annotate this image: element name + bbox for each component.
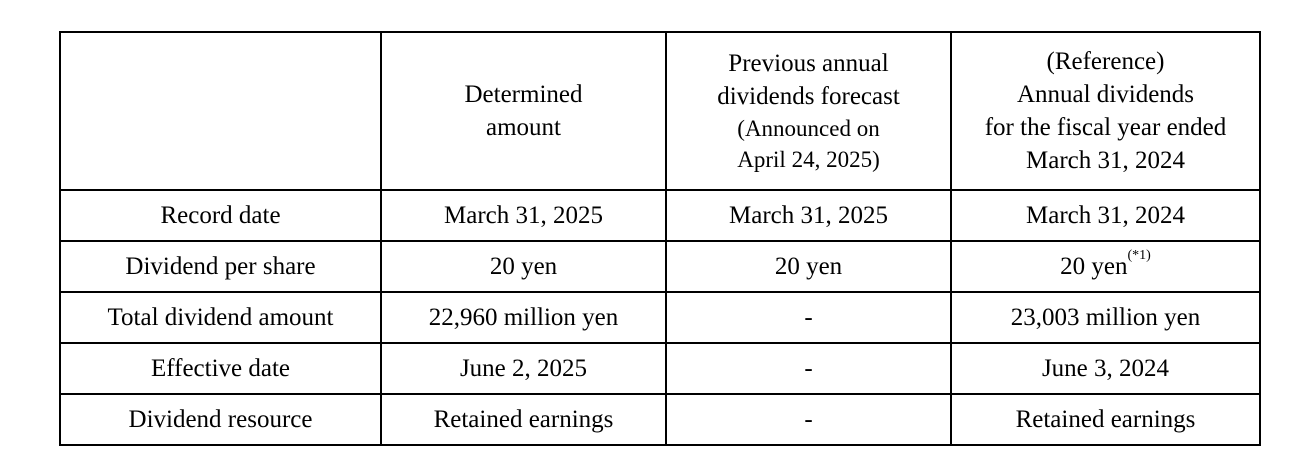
reference-value-text: March 31, 2024	[1026, 201, 1185, 229]
row-label-cell: Effective date	[60, 343, 381, 394]
header-reference-line-2: Annual dividends	[1016, 81, 1195, 108]
reference-value-cell	[951, 190, 1260, 241]
previous-forecast-value-cell: -	[666, 394, 951, 445]
header-reference	[951, 32, 1260, 190]
table-header-row	[60, 32, 1260, 190]
reference-value-text: Retained earnings	[1015, 405, 1196, 433]
determined-value-cell: June 2, 2025	[381, 343, 666, 394]
determined-value-cell: 22,960 million yen	[381, 292, 666, 343]
previous-forecast-value-cell: 20 yen	[666, 241, 951, 292]
header-previous-line-2: dividends forecast	[717, 83, 900, 110]
reference-value-text: 20 yen	[1060, 252, 1128, 280]
header-previous-note-line-1: (Announced on	[737, 116, 880, 141]
dividend-table	[59, 31, 1261, 446]
row-label-cell: Dividend resource	[60, 394, 381, 445]
header-determined-line-2: amount	[486, 114, 561, 141]
determined-value-cell: March 31, 2025	[381, 190, 666, 241]
reference-value-cell	[951, 394, 1260, 445]
determined-value-cell: 20 yen	[381, 241, 666, 292]
table-row	[60, 343, 1260, 394]
table-row	[60, 394, 1260, 445]
row-label-cell: Record date	[60, 190, 381, 241]
reference-footnote-mark: (*1)	[1127, 247, 1151, 263]
header-reference-line-3: for the fiscal year ended	[984, 114, 1227, 141]
header-previous-line-1: Previous annual	[728, 50, 889, 77]
table-row	[60, 292, 1260, 343]
row-label-cell: Dividend per share	[60, 241, 381, 292]
reference-value-cell	[951, 292, 1260, 343]
reference-value-cell	[951, 241, 1260, 292]
header-blank-cell	[60, 32, 381, 190]
header-reference-line-1: (Reference)	[1046, 48, 1165, 75]
header-determined-line-1: Determined	[464, 81, 583, 108]
header-determined-amount	[381, 32, 666, 190]
previous-forecast-value-cell: -	[666, 343, 951, 394]
previous-forecast-value-cell: -	[666, 292, 951, 343]
header-previous-note-line-2: April 24, 2025)	[737, 147, 880, 172]
reference-value-cell	[951, 343, 1260, 394]
previous-forecast-value-cell: March 31, 2025	[666, 190, 951, 241]
reference-value-text: June 3, 2024	[1041, 354, 1170, 382]
header-reference-line-4: March 31, 2024	[1026, 147, 1185, 174]
determined-value-cell: Retained earnings	[381, 394, 666, 445]
reference-value-text: 23,003 million yen	[1010, 303, 1201, 331]
table-row	[60, 190, 1260, 241]
header-previous-forecast	[666, 32, 951, 190]
table-row	[60, 241, 1260, 292]
row-label-cell: Total dividend amount	[60, 292, 381, 343]
